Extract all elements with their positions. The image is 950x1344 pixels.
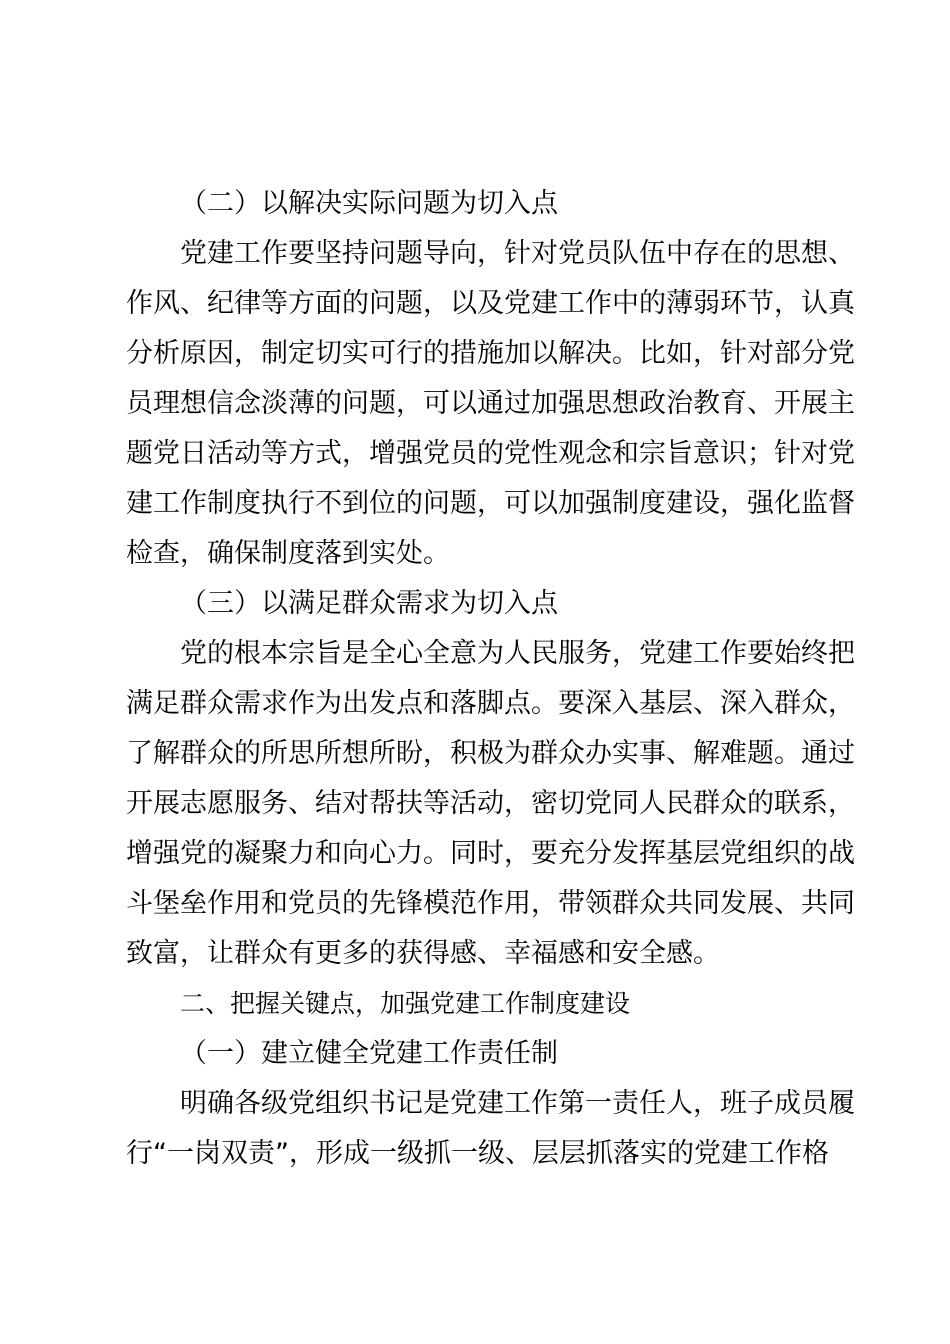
- paragraph-line: 分析原因，制定切实可行的措施加以解决。比如，针对部分党: [126, 338, 855, 369]
- paragraph-line: 检查，确保制度落到实处。: [126, 538, 450, 569]
- paragraph-line: 斗堡垒作用和党员的先锋模范作用，带领群众共同发展、共同: [126, 888, 855, 919]
- paragraph-line: 增强党的凝聚力和向心力。同时，要充分发挥基层党组织的战: [126, 838, 855, 869]
- paragraph-line: 开展志愿服务、结对帮扶等活动，密切党同人民群众的联系，: [126, 788, 855, 819]
- paragraph-line: 行“一岗双责”，形成一级抓一级、层层抓落实的党建工作格: [126, 1138, 829, 1169]
- paragraph-public-needs: [126, 629, 855, 979]
- subsection-heading-3: （三）以满足群众需求为切入点: [180, 588, 558, 619]
- paragraph-line: 党的根本宗旨是全心全意为人民服务，党建工作要始终把: [180, 638, 855, 669]
- paragraph-line: 明确各级党组织书记是党建工作第一责任人，班子成员履: [180, 1088, 855, 1119]
- paragraph-line: 作风、纪律等方面的问题，以及党建工作中的薄弱环节，认真: [126, 288, 855, 319]
- paragraph-line: 了解群众的所思所想所盼，积极为群众办实事、解难题。通过: [126, 738, 855, 769]
- paragraph-responsibility-system: [126, 1079, 855, 1179]
- paragraph-line: 致富，让群众有更多的获得感、幸福感和安全感。: [126, 938, 720, 969]
- paragraph-problem-solving: [126, 229, 855, 579]
- paragraph-line: 员理想信念淡薄的问题，可以通过加强思想政治教育、开展主: [126, 388, 855, 419]
- subsection-heading-1: （一）建立健全党建工作责任制: [180, 1038, 558, 1069]
- paragraph-line: 满足群众需求作为出发点和落脚点。要深入基层、深入群众，: [126, 688, 855, 719]
- section-heading-part-2: 二、把握关键点，加强党建工作制度建设: [180, 989, 631, 1018]
- paragraph-line: 党建工作要坚持问题导向，针对党员队伍中存在的思想、: [180, 238, 855, 269]
- document-body: [126, 179, 855, 1179]
- subsection-heading-2: （二）以解决实际问题为切入点: [180, 188, 558, 219]
- paragraph-line: 题党日活动等方式，增强党员的党性观念和宗旨意识；针对党: [126, 438, 855, 469]
- paragraph-line: 建工作制度执行不到位的问题，可以加强制度建设，强化监督: [126, 488, 855, 519]
